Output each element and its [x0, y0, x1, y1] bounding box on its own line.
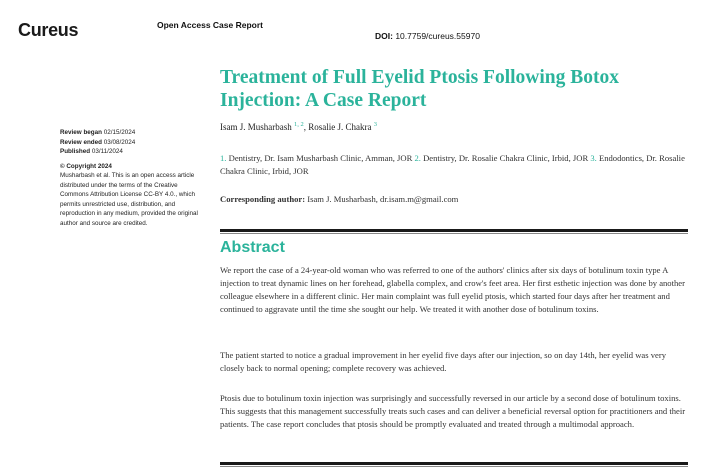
- license-text: Musharbash et al. This is an open access article distributed under the terms of the Creative Commons Attribution License CC-BY 4.0., which permits unrestricted use, distribution, and reproduction in any medium, provided the original author and source are credited.: [60, 172, 198, 227]
- affiliation-text: Dentistry, Dr. Isam Musharbash Clinic, Amman, JOR: [228, 153, 413, 163]
- published-label: Published: [60, 148, 91, 155]
- author-affiliation-ref[interactable]: 3: [373, 121, 377, 128]
- author-list: Isam J. Musharbash $^{1, 2}$, Rosalie J. Chakra $^3$: [220, 121, 377, 132]
- author-name[interactable]: Rosalie J. Chakra: [308, 122, 372, 132]
- abstract-paragraph: Ptosis due to botulinum toxin injection was surprisingly and successfully reversed in our article by a second dose of botulinum toxins. This suggests that this management successfully treats such cases and can deliver a beneficial reversal option for practitioners and their patients. The case report concludes that ptosis should be promptly evaluated and treated through a multimodal approach.: [220, 393, 686, 429]
- copyright-heading: © Copyright 2024: [60, 162, 112, 170]
- section-divider-thin: [220, 233, 688, 234]
- corresponding-author-label: Corresponding author:: [220, 194, 306, 204]
- affiliation-text: Endodontics, Dr. Rosalie Chakra Clinic, Irbid, JOR: [220, 153, 685, 176]
- review-ended: [60, 138, 205, 148]
- corresponding-author-value[interactable]: Isam J. Musharbash, dr.isam.m@gmail.com: [307, 194, 459, 204]
- doi: [375, 31, 480, 41]
- author-name[interactable]: Isam J. Musharbash: [220, 122, 292, 132]
- abstract-paragraph: The patient started to notice a gradual improvement in her eyelid five days after our injection, so on day 14th, her eyelid was very closely back to normal opening; complete recovery was achieved.: [220, 350, 667, 373]
- section-divider-thin: [220, 466, 688, 467]
- review-began-label: Review began: [60, 129, 102, 136]
- published-date: 03/11/2024: [91, 148, 123, 155]
- publication-meta: [60, 128, 205, 228]
- review-began-date: 02/15/2024: [103, 129, 136, 136]
- abstract-paragraph: We report the case of a 24-year-old woman who was referred to one of the authors' clinics after six days of botulinum toxin type A injection to treat dynamic lines on her forehead, glabella complex, and crow's feet area. Her first esthetic injection was done by another colleague elsewhere in a different clinic. Her main complaint was full eyelid ptosis, which started four days after her treatment and continued to aggravate until the time she sought our help. We treated it with another dose of botulinum toxins.: [220, 265, 685, 314]
- published: [60, 147, 205, 157]
- affiliation-number: 3.: [590, 153, 597, 163]
- affiliation-text: Dentistry, Dr. Rosalie Chakra Clinic, Irbid, JOR: [423, 153, 589, 163]
- affiliation-number: 1.: [220, 153, 227, 163]
- article-title: Treatment of Full Eyelid Ptosis Following Botox Injection: A Case Report: [220, 67, 620, 111]
- review-began: [60, 128, 205, 138]
- doi-label: DOI:: [375, 31, 393, 41]
- review-ended-date: 03/08/2024: [103, 138, 136, 146]
- journal-logo: Cureus: [18, 20, 79, 40]
- section-divider-thick: [220, 462, 688, 465]
- corresponding-author: [220, 194, 458, 204]
- article-type: Open Access Case Report: [157, 20, 263, 30]
- affiliations: [220, 152, 690, 178]
- author-affiliation-ref[interactable]: 1, 2: [294, 121, 304, 128]
- abstract-heading: Abstract: [220, 239, 285, 256]
- review-ended-label: Review ended: [60, 138, 102, 146]
- affiliation-number: 2.: [414, 153, 421, 163]
- section-divider-thick: [220, 229, 688, 232]
- doi-value[interactable]: 10.7759/cureus.55970: [395, 31, 480, 41]
